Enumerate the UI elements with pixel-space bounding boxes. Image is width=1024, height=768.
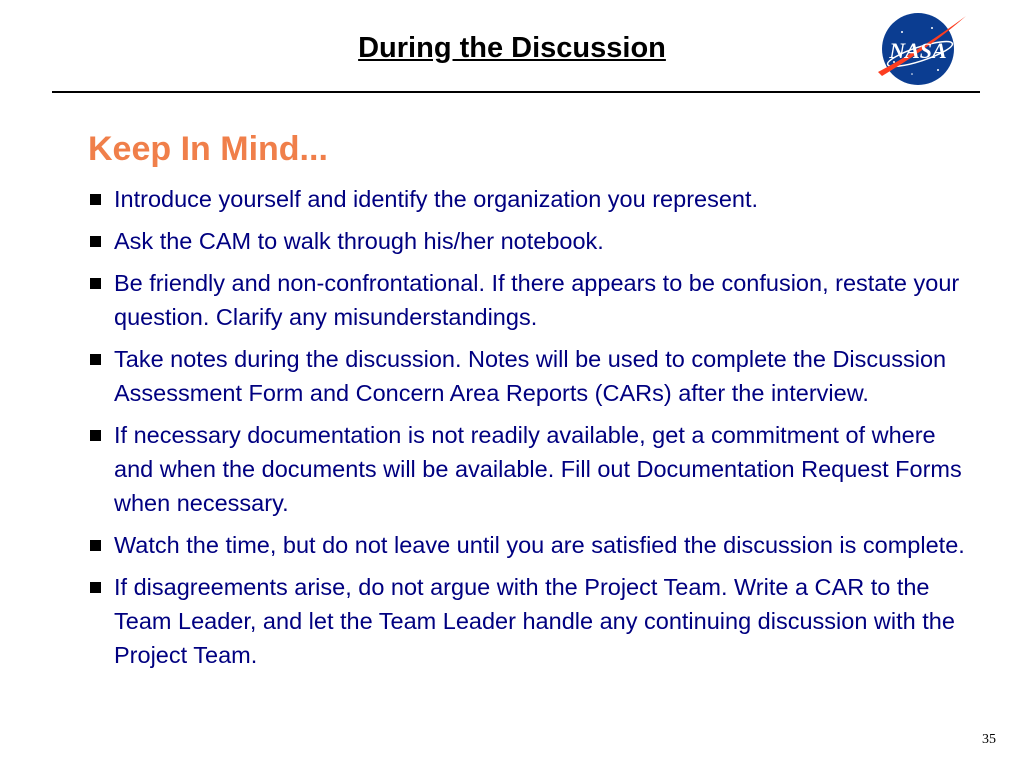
bullet-item: [88, 266, 968, 334]
slide-title: During the Discussion: [358, 32, 666, 64]
nasa-logo: [872, 10, 970, 88]
bullet-text: If necessary documentation is not readily available, get a commitment of where and when the documents will be available. Fill out Documentation Request Forms when necessary.: [114, 422, 962, 516]
bullet-text: If disagreements arise, do not argue with the Project Team. Write a CAR to the Team Leader, and let the Team Leader handle any continuing discussion with the Project Team.: [114, 574, 955, 668]
square-bullet-icon: [90, 354, 101, 365]
square-bullet-icon: [90, 540, 101, 551]
bullet-text: Watch the time, but do not leave until you are satisfied the discussion is complete.: [114, 532, 965, 558]
bullet-item: [88, 418, 968, 520]
bullet-text: Ask the CAM to walk through his/her notebook.: [114, 228, 604, 254]
square-bullet-icon: [90, 278, 101, 289]
square-bullet-icon: [90, 582, 101, 593]
page-number: 35: [982, 732, 996, 747]
bullet-text: Introduce yourself and identify the organization you represent.: [114, 186, 759, 212]
bullet-item: [88, 528, 968, 562]
bullet-list: [88, 182, 968, 680]
section-heading: Keep In Mind...: [88, 130, 328, 168]
svg-text:NASA: NASA: [889, 38, 947, 63]
bullet-item: [88, 224, 968, 258]
bullet-item: [88, 182, 968, 216]
square-bullet-icon: [90, 236, 101, 247]
square-bullet-icon: [90, 194, 101, 205]
title-divider: [52, 91, 980, 93]
bullet-text: Take notes during the discussion. Notes will be used to complete the Discussion Assessment Form and Concern Area Reports (CARs) after the interview.: [114, 346, 947, 406]
bullet-item: [88, 570, 968, 672]
bullet-text: Be friendly and non-confrontational. If there appears to be confusion, restate your question. Clarify any misunderstandings.: [114, 270, 960, 330]
square-bullet-icon: [90, 430, 101, 441]
bullet-item: [88, 342, 968, 410]
